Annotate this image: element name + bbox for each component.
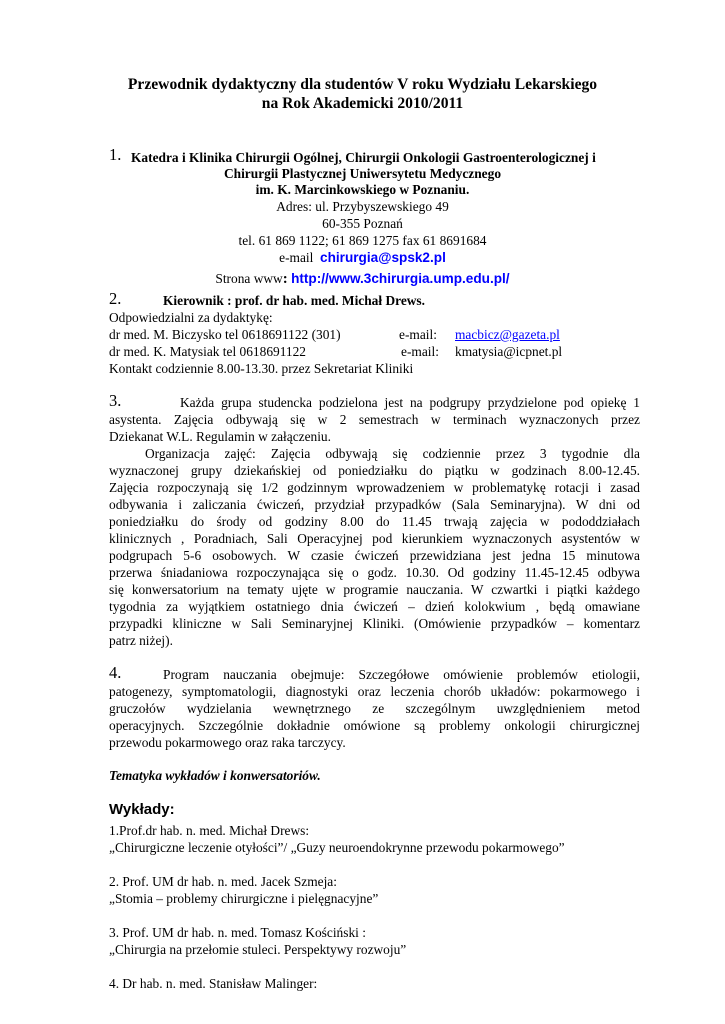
person1-info: dr med. M. Biczysko tel 0618691122 (301): [109, 327, 341, 342]
document-title-line2: na Rok Akademicki 2010/2011: [261, 95, 464, 112]
section3-p1-line3: Dziekanat W.L. Regulamin w załączeniu.: [109, 429, 331, 444]
topics-heading: Tematyka wykładów i konwersatoriów.: [109, 768, 321, 783]
dept-name-line3: im. K. Marcinkowskiego w Poznaniu.: [255, 182, 470, 197]
section3-p2-line: odbywania i zaliczania ćwiczeń, przydział przypadków (Sala Seminaryjna). W dni od: [109, 497, 640, 512]
section3-p2-line: poniedziałku do środy od godziny 8.00 do 11.45 trwają zajęcia w pododdziałach: [109, 514, 640, 529]
lecture-speaker: 2. Prof. UM dr hab. n. med. Jacek Szmeja:: [109, 874, 337, 889]
section4-line: gruczołów wydzielania wewnętrznego ze szczególnym uwzględnieniem metod: [109, 701, 640, 716]
address: Adres: ul. Przybyszewskiego 49: [276, 199, 449, 214]
lecture-topic: „Chirurgiczne leczenie otyłości”/ „Guzy neuroendokrynne przewodu pokarmowego”: [109, 840, 565, 855]
lectures-heading: Wykłady:: [109, 801, 175, 818]
email-label: e-mail: [279, 250, 314, 265]
dept-name-line1: Katedra i Klinika Chirurgii Ogólnej, Chirurgii Onkologii Gastroenterologicznej i: [131, 150, 596, 165]
responsible-label: Odpowiedzialni za dydaktykę:: [109, 310, 273, 325]
document-title-line1: Przewodnik dydaktyczny dla studentów V roku Wydziału Lekarskiego: [127, 76, 598, 93]
section3-p1-line2: asystenta. Zajęcia odbywają się w 2 semestrach w terminach wyznaczonych przez: [109, 412, 640, 427]
person1-email-label: e-mail:: [399, 327, 437, 342]
section2-number: 2.: [109, 289, 122, 308]
section4-line: operacyjnych. Szczególnie dokładnie omówione są problemy onkologii chirurgicznej: [109, 718, 640, 733]
person1-email-link[interactable]: macbicz@gazeta.pl: [455, 327, 560, 342]
person2-email: kmatysia@icpnet.pl: [455, 344, 563, 359]
website-label: Strona www: [215, 271, 283, 286]
website-colon: :: [282, 271, 288, 287]
section3-number: 3.: [109, 391, 122, 410]
postal-code: 60-355 Poznań: [322, 216, 403, 231]
section4-line: Program nauczania obejmuje: Szczegółowe omówienie problemów etiologii,: [163, 667, 640, 682]
lecture-topic: „Chirurgia na przełomie stuleci. Perspektywy rozwoju”: [109, 942, 407, 957]
section3-p2-line: się konwersatorium na tematy ujęte w programie nauczania. W czwartki i piątki każdego: [109, 582, 640, 597]
section3-p2-line: wyznaczonej grupy dziekańskiej od poniedziałku do piątku w godzinach 8.00-12.45.: [109, 463, 640, 478]
section3-p2-line: Zajęcia rozpoczynają się 1/2 godzinnym wprowadzeniem w problematykę rotacji i zasad: [109, 480, 640, 495]
lecture-speaker: 1.Prof.dr hab. n. med. Michał Drews:: [109, 823, 310, 838]
dept-email-link[interactable]: chirurgia@spsk2.pl: [320, 250, 446, 265]
head-of-clinic: Kierownik : prof. dr hab. med. Michał Drews.: [163, 293, 425, 308]
lecture-speaker: 4. Dr hab. n. med. Stanisław Malinger:: [109, 976, 318, 991]
contact-hours: Kontakt codziennie 8.00-13.30. przez Sekretariat Kliniki: [109, 361, 414, 376]
phone-fax: tel. 61 869 1122; 61 869 1275 fax 61 8691684: [238, 233, 487, 248]
lecture-speaker: 3. Prof. UM dr hab. n. med. Tomasz Kościński :: [109, 925, 366, 940]
section3-p2-line: podgrupach 5-6 osobowych. W czasie ćwiczeń przewidziana jest jedna 15 minutowa: [109, 548, 640, 563]
lecture-topic: „Stomia – problemy chirurgiczne i pielęgnacyjne”: [109, 891, 379, 906]
website-link[interactable]: http://www.3chirurgia.ump.edu.pl/: [291, 271, 510, 286]
person2-info: dr med. K. Matysiak tel 0618691122: [109, 344, 306, 359]
section3-p2-line: patrz niżej).: [109, 633, 173, 648]
section3-p2-line: klinicznych , Poradniach, Sali Operacyjnej pod kierunkiem wyznaczonych asystentów w: [109, 531, 640, 546]
section3-p2-line: przypadki kliniczne w Sali Seminaryjnej Kliniki. (Omówienie przypadków – komentarz: [109, 616, 640, 631]
person2-email-label: e-mail:: [401, 344, 439, 359]
dept-name-line2: Chirurgii Plastycznej Uniwersytetu Medycznego: [223, 166, 502, 181]
email-row: [0, 249, 725, 266]
section3-p2-line: przerwa śniadaniowa rozpoczynająca się o godz. 10.30. Od godziny 11.45-12.45 odbywa: [109, 565, 640, 580]
section3-p2-line: tygodnia za wyjątkiem ostatniego dnia ćwiczeń – dzień kolokwium , będą omawiane: [109, 599, 640, 614]
section3-p1-line1: Każda grupa studencka podzielona jest na podgrupy przydzielone pod opiekę 1: [180, 395, 640, 410]
section4-line: patogenezy, symptomatologii, diagnostyki oraz leczenia chorób układów: pokarmowego i: [109, 684, 640, 699]
website-row: [0, 270, 725, 288]
section4-line: przewodu pokarmowego oraz raka tarczycy.: [109, 735, 346, 750]
section4-number: 4.: [109, 663, 122, 682]
section3-p2-line: Organizacja zajęć: Zajęcia odbywają się codziennie przez 3 tygodnie dla: [145, 446, 640, 461]
section1-number: 1.: [109, 145, 122, 164]
